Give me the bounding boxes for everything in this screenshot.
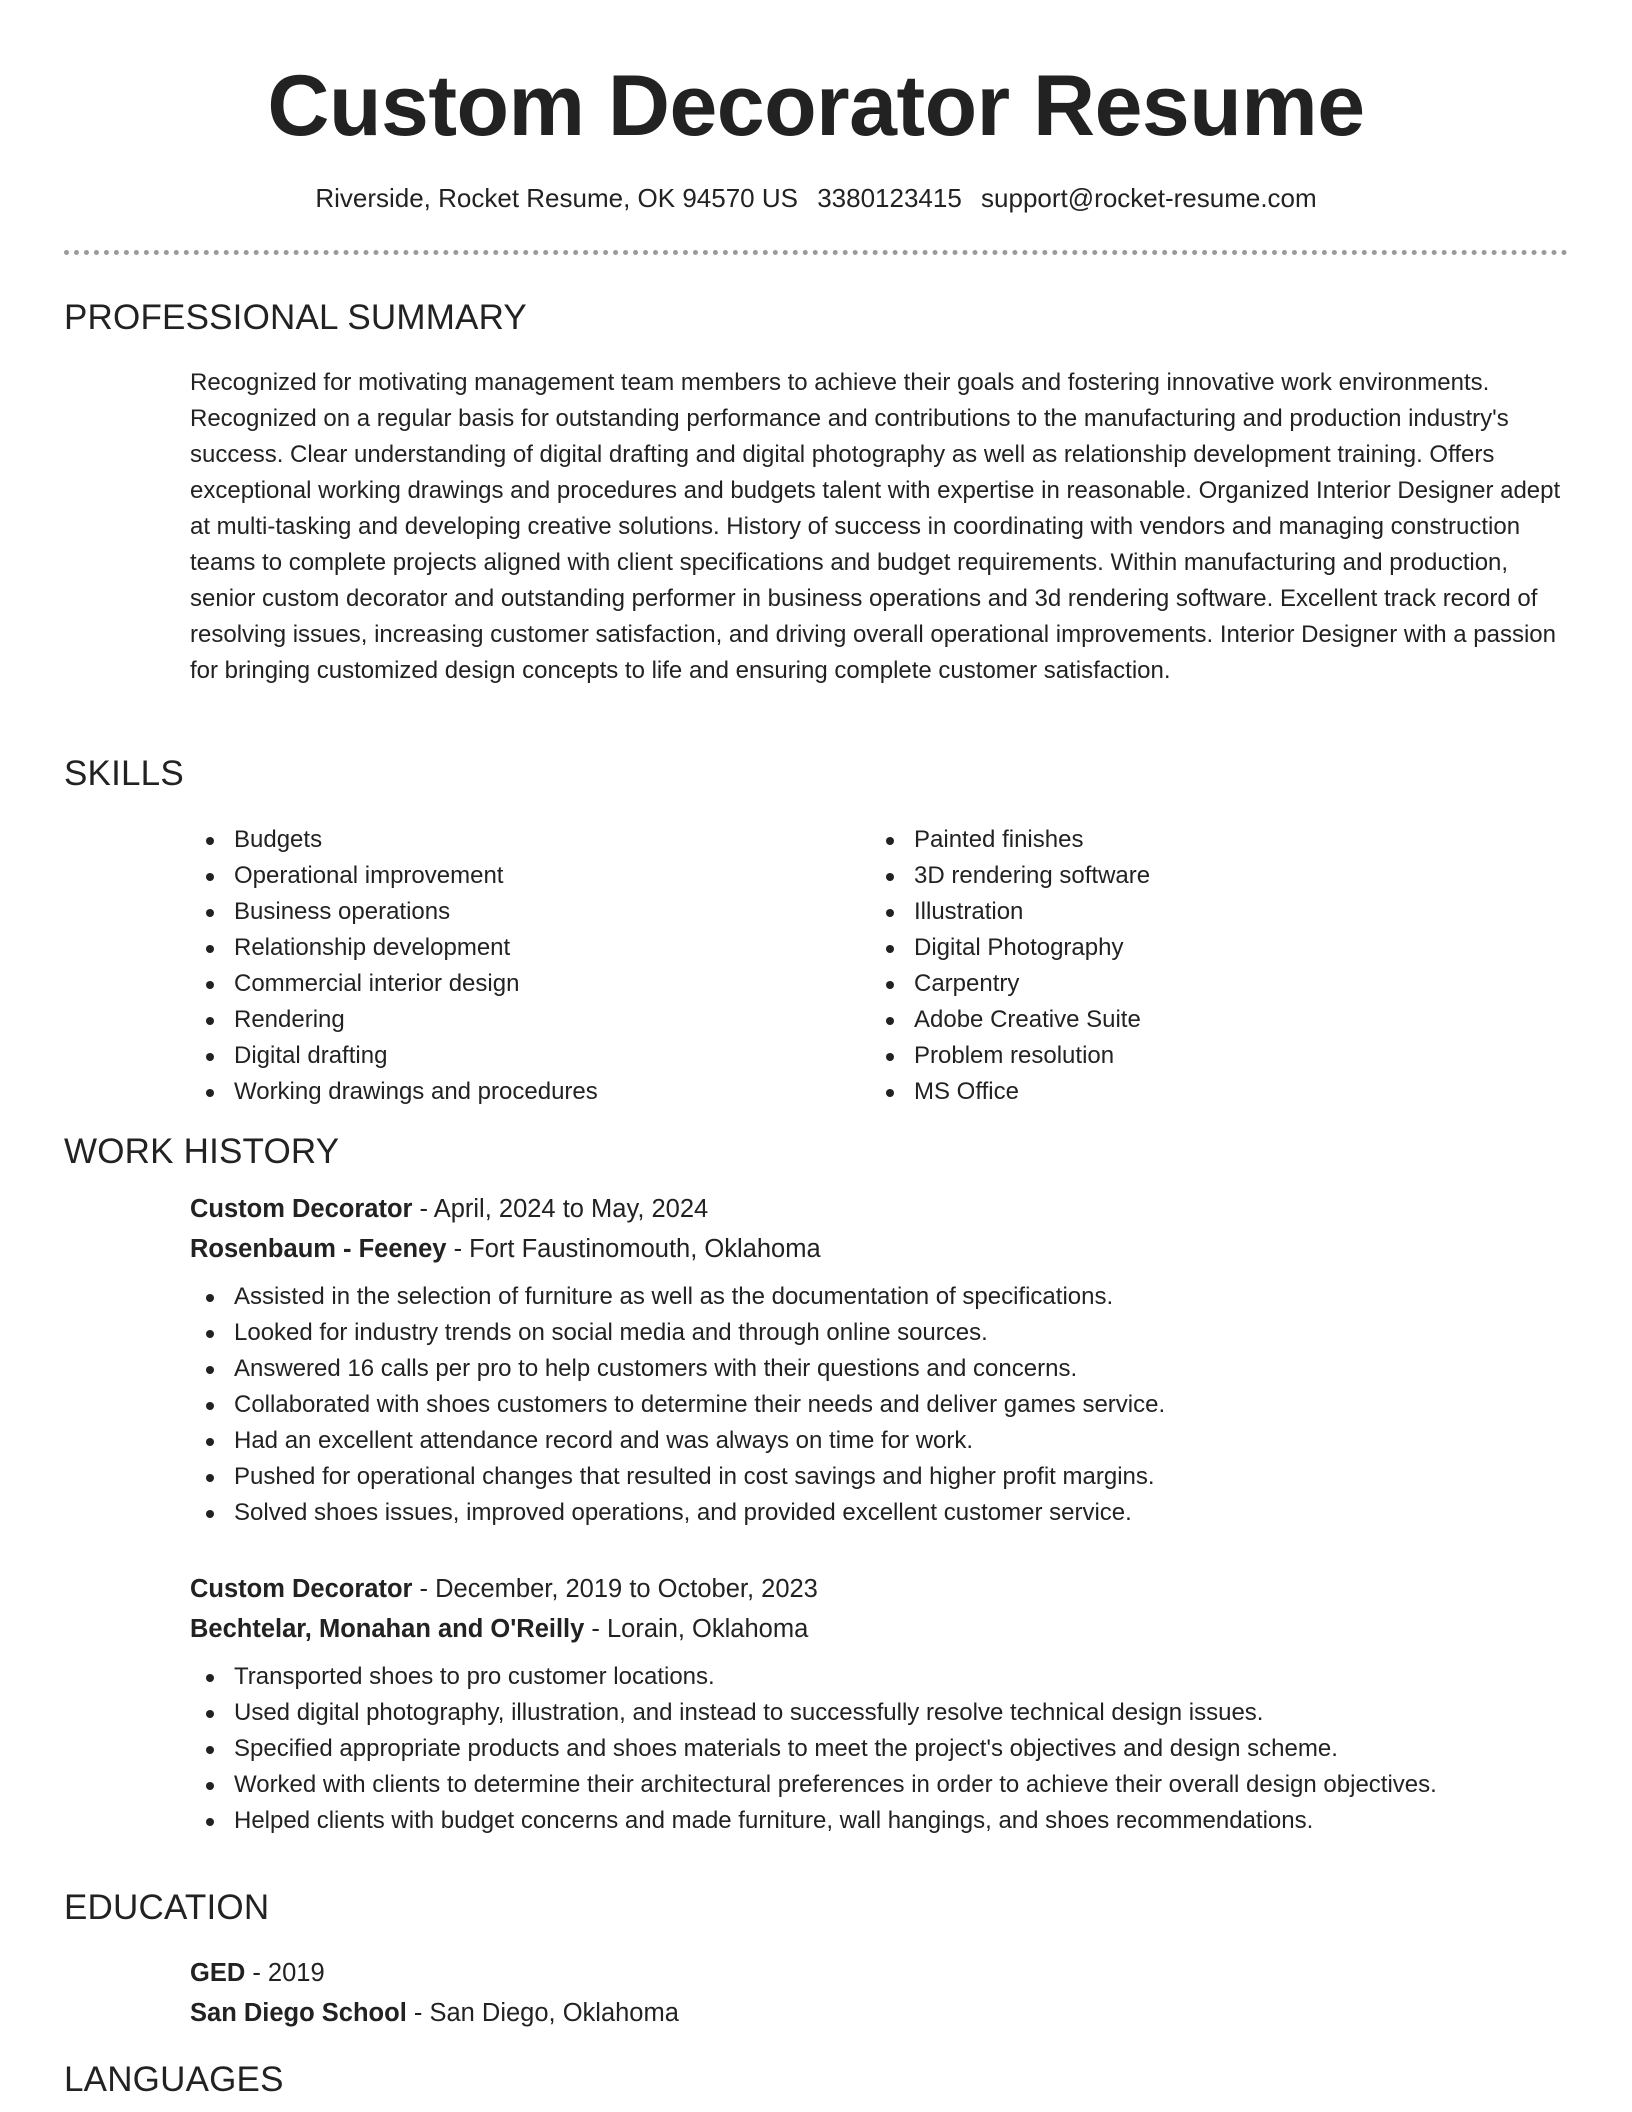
duty-item: Used digital photography, illustration, and instead to successfully resolve technical design issues. (190, 1695, 1570, 1731)
job-duties (190, 1659, 1570, 1839)
skills-column-left (190, 822, 870, 1110)
education-entry (190, 1953, 1570, 2033)
job-location: - Lorain, Oklahoma (584, 1615, 809, 1643)
header-divider (64, 250, 1568, 255)
duty-item: Solved shoes issues, improved operations, and provided excellent customer service. (190, 1495, 1570, 1531)
school-location: - San Diego, Oklahoma (406, 1999, 679, 2027)
skill-item: Rendering (190, 1002, 870, 1038)
summary-heading: PROFESSIONAL SUMMARY (64, 298, 527, 337)
school-name: San Diego School (190, 1999, 407, 2027)
email-text: support@rocket-resume.com (981, 183, 1317, 213)
job-location: - Fort Faustinomouth, Oklahoma (446, 1235, 821, 1263)
address-text: Riverside, Rocket Resume, OK 94570 US (315, 183, 798, 213)
skill-item: Illustration (870, 894, 1550, 930)
job-dates: - April, 2024 to May, 2024 (412, 1195, 709, 1223)
languages-heading: LANGUAGES (64, 2060, 284, 2099)
skills-column-right (870, 822, 1550, 1110)
school-line (190, 1993, 1570, 2033)
skill-item: 3D rendering software (870, 858, 1550, 894)
duty-item: Answered 16 calls per pro to help customers with their questions and concerns. (190, 1351, 1570, 1387)
job-company-line (190, 1609, 1570, 1649)
degree-year: - 2019 (245, 1959, 325, 1987)
skill-item: Painted finishes (870, 822, 1550, 858)
skill-item: Digital drafting (190, 1038, 870, 1074)
skill-item: Budgets (190, 822, 870, 858)
duty-item: Looked for industry trends on social media and through online sources. (190, 1315, 1570, 1351)
duty-item: Helped clients with budget concerns and made furniture, wall hangings, and shoes recommendations. (190, 1803, 1570, 1839)
education-heading: EDUCATION (64, 1888, 270, 1927)
degree-line (190, 1953, 1570, 1993)
contact-info (0, 180, 1632, 216)
skills-heading: SKILLS (64, 754, 184, 793)
skill-item: MS Office (870, 1074, 1550, 1110)
job-title-line (190, 1189, 1570, 1229)
job-role: Custom Decorator (190, 1195, 413, 1223)
job-title-line (190, 1569, 1570, 1609)
phone-text: 3380123415 (817, 183, 962, 213)
duty-item: Transported shoes to pro customer locations. (190, 1659, 1570, 1695)
duty-item: Collaborated with shoes customers to determine their needs and deliver games service. (190, 1387, 1570, 1423)
skill-item: Relationship development (190, 930, 870, 966)
summary-text: Recognized for motivating management team members to achieve their goals and fostering innovative work environments. Recognized on a regular basis for outstanding performance and contributions to the manufacturing and production industry's success. Clear understanding of digital drafting and digital photography as well as relationship development training. Offers exceptional working drawings and procedures and budgets talent with expertise in reasonable. Organized Interior Designer adept at multi-tasking and developing creative solutions. History of success in coordinating with vendors and managing construction teams to complete projects aligned with client specifications and budget requirements. Within manufacturing and production, senior custom decorator and outstanding performer in business operations and 3d rendering software. Excellent track record of resolving issues, increasing customer satisfaction, and driving overall operational improvements. Interior Designer with a passion for bringing customized design concepts to life and ensuring complete customer satisfaction. (190, 369, 1561, 684)
job-entry (190, 1569, 1570, 1839)
job-duties (190, 1279, 1570, 1531)
duty-item: Worked with clients to determine their architectural preferences in order to achieve their overall design objectives. (190, 1767, 1570, 1803)
duty-item: Assisted in the selection of furniture as well as the documentation of specifications. (190, 1279, 1570, 1315)
skill-item: Operational improvement (190, 858, 870, 894)
skill-item: Problem resolution (870, 1038, 1550, 1074)
duty-item: Specified appropriate products and shoes materials to meet the project's objectives and design scheme. (190, 1731, 1570, 1767)
skill-item: Commercial interior design (190, 966, 870, 1002)
skill-item: Carpentry (870, 966, 1550, 1002)
duty-item: Had an excellent attendance record and was always on time for work. (190, 1423, 1570, 1459)
job-company: Rosenbaum - Feeney (190, 1235, 447, 1263)
job-role: Custom Decorator (190, 1575, 413, 1603)
skills-list (190, 822, 1570, 1110)
degree-name: GED (190, 1959, 246, 1987)
duty-item: Pushed for operational changes that resulted in cost savings and higher profit margins. (190, 1459, 1570, 1495)
job-dates: - December, 2019 to October, 2023 (412, 1575, 818, 1603)
skill-item: Business operations (190, 894, 870, 930)
skill-item: Digital Photography (870, 930, 1550, 966)
work-history-heading: WORK HISTORY (64, 1132, 340, 1171)
resume-title: Custom Decorator Resume (267, 58, 1365, 154)
job-entry (190, 1189, 1570, 1531)
job-company: Bechtelar, Monahan and O'Reilly (190, 1615, 585, 1643)
skill-item: Working drawings and procedures (190, 1074, 870, 1110)
job-company-line (190, 1229, 1570, 1269)
skill-item: Adobe Creative Suite (870, 1002, 1550, 1038)
